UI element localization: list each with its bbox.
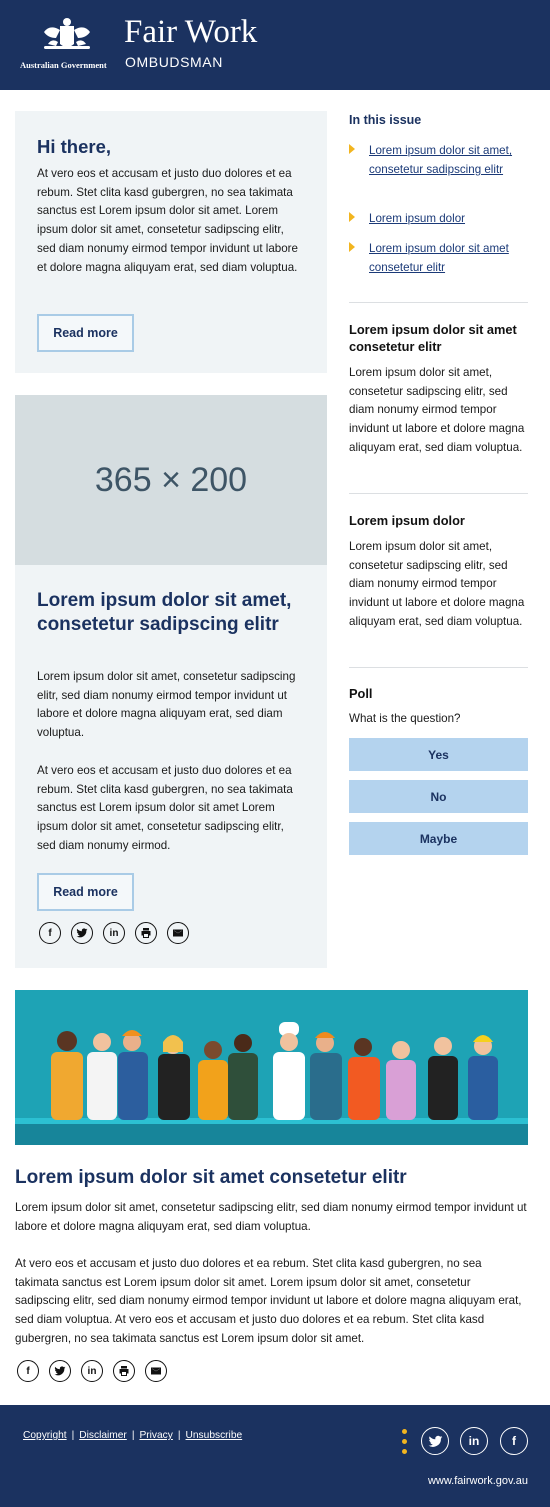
sidebar-article-title: Lorem ipsum dolor xyxy=(349,513,465,528)
arrow-right-icon xyxy=(349,212,355,222)
twitter-icon[interactable] xyxy=(71,922,93,944)
main-article-title: Lorem ipsum dolor sit amet consetetur elitr xyxy=(15,1167,407,1188)
main-article-text-1: Lorem ipsum dolor sit amet, consetetur sadipscing elitr, sed diam nonumy eirmod tempor invidunt ut labore et dolore magna aliquyam erat, sed diam voluptua. xyxy=(15,1201,527,1233)
footer-link-disclaimer[interactable]: Disclaimer xyxy=(79,1430,127,1441)
arrow-right-icon xyxy=(349,242,355,252)
linkedin-icon[interactable]: in xyxy=(81,1360,103,1382)
brand-title[interactable]: Fair Work xyxy=(124,14,258,50)
email-icon[interactable] xyxy=(145,1360,167,1382)
workers-illustration xyxy=(15,990,528,1145)
print-icon[interactable] xyxy=(135,922,157,944)
separator: | xyxy=(71,1430,75,1441)
site-url[interactable]: www.fairwork.gov.au xyxy=(427,1475,528,1487)
brand-subtitle: OMBUDSMAN xyxy=(125,54,223,70)
facebook-icon[interactable]: f xyxy=(500,1427,528,1455)
share-icons xyxy=(39,922,189,944)
divider xyxy=(349,493,528,494)
poll-option-no[interactable]: No xyxy=(349,780,528,813)
linkedin-icon[interactable]: in xyxy=(460,1427,488,1455)
toc-heading: In this issue xyxy=(349,113,422,127)
separator: | xyxy=(131,1430,135,1441)
twitter-icon[interactable] xyxy=(421,1427,449,1455)
poll-question: What is the question? xyxy=(349,712,461,725)
government-label: Australian Government xyxy=(20,60,107,70)
feature-text-1: Lorem ipsum dolor sit amet, consetetur sadipscing elitr, sed diam nonumy eirmod tempor invidunt ut labore et dolore magna aliquyam erat, sed diam voluptua. xyxy=(37,670,296,740)
print-icon[interactable] xyxy=(113,1360,135,1382)
toc-link[interactable]: Lorem ipsum dolor sit amet consetetur elitr xyxy=(369,242,509,274)
email-icon[interactable] xyxy=(167,922,189,944)
greeting-heading: Hi there, xyxy=(37,136,112,157)
divider xyxy=(349,667,528,668)
coat-of-arms-icon xyxy=(38,16,96,56)
sidebar-article-text: Lorem ipsum dolor sit amet, consetetur sadipscing elitr, sed diam nonumy eirmod tempor invidunt ut labore et dolore magna aliquyam erat, sed diam voluptua. xyxy=(349,540,525,628)
footer-link-unsubscribe[interactable]: Unsubscribe xyxy=(185,1430,243,1441)
facebook-icon[interactable]: f xyxy=(17,1360,39,1382)
poll-option-maybe[interactable]: Maybe xyxy=(349,822,528,855)
footer-link-copyright[interactable]: Copyright xyxy=(23,1430,67,1441)
poll-heading: Poll xyxy=(349,686,373,701)
footer-link-privacy[interactable]: Privacy xyxy=(139,1430,173,1441)
toc-link[interactable]: Lorem ipsum dolor xyxy=(369,212,466,225)
site-header xyxy=(0,0,550,90)
arrow-right-icon xyxy=(349,144,355,154)
main-article-text-2: At vero eos et accusam et justo duo dolores et ea rebum. Stet clita kasd gubergren, no sea takimata sanctus est Lorem ipsum dolor sit amet. Lorem ipsum dolor sit amet, consetetur sadipscing elitr, sed diam nonumy eirmod tempor invidunt ut labore et dolore magna aliquyam erat, sed diam voluptua. At vero eos et accusam et justo duo dolores et ea rebum. Stet clita kasd gubergren, no sea takimata sanctus est Lorem ipsum dolor sit amet. xyxy=(15,1257,522,1345)
sidebar-article-title: Lorem ipsum dolor sit amet consetetur elitr xyxy=(349,322,517,354)
separator: | xyxy=(177,1430,181,1441)
read-more-button[interactable]: Read more xyxy=(37,873,134,911)
facebook-icon[interactable]: f xyxy=(39,922,61,944)
twitter-icon[interactable] xyxy=(49,1360,71,1382)
footer-links xyxy=(23,1430,242,1441)
share-icons xyxy=(17,1360,167,1382)
feature-image-placeholder: 365 × 200 xyxy=(15,395,327,565)
workers-banner-image xyxy=(15,990,528,1145)
site-footer xyxy=(0,1405,550,1507)
toc-link[interactable]: Lorem ipsum dolor sit amet, consetetur sadipscing elitr xyxy=(369,144,513,176)
intro-text: At vero eos et accusam et justo duo dolores et ea rebum. Stet clita kasd gubergren, no sea takimata sanctus est Lorem ipsum dolor sit amet. Lorem ipsum dolor sit amet, consetetur sadipscing elitr, sed diam nonumy eirmod tempor invidunt ut labore et dolore magna aliquyam erat, sed diam voluptua. xyxy=(37,167,298,274)
linkedin-icon[interactable]: in xyxy=(103,922,125,944)
divider xyxy=(349,302,528,303)
feature-text-2: At vero eos et accusam et justo duo dolores et ea rebum. Stet clita kasd gubergren, no sea takimata sanctus est Lorem ipsum dolor sit amet Lorem ipsum dolor sit amet, consetetur sadipscing elitr, sed diam nonumy eirmod. xyxy=(37,764,293,852)
read-more-button[interactable]: Read more xyxy=(37,314,134,352)
sidebar-article-text: Lorem ipsum dolor sit amet, consetetur sadipscing elitr, sed diam nonumy eirmod tempor invidunt ut labore et dolore magna aliquyam erat, sed diam voluptua. xyxy=(349,366,525,454)
feature-title: Lorem ipsum dolor sit amet, consetetur sadipscing elitr xyxy=(37,590,292,635)
poll-option-yes[interactable]: Yes xyxy=(349,738,528,771)
dots-decoration-icon xyxy=(402,1429,408,1459)
